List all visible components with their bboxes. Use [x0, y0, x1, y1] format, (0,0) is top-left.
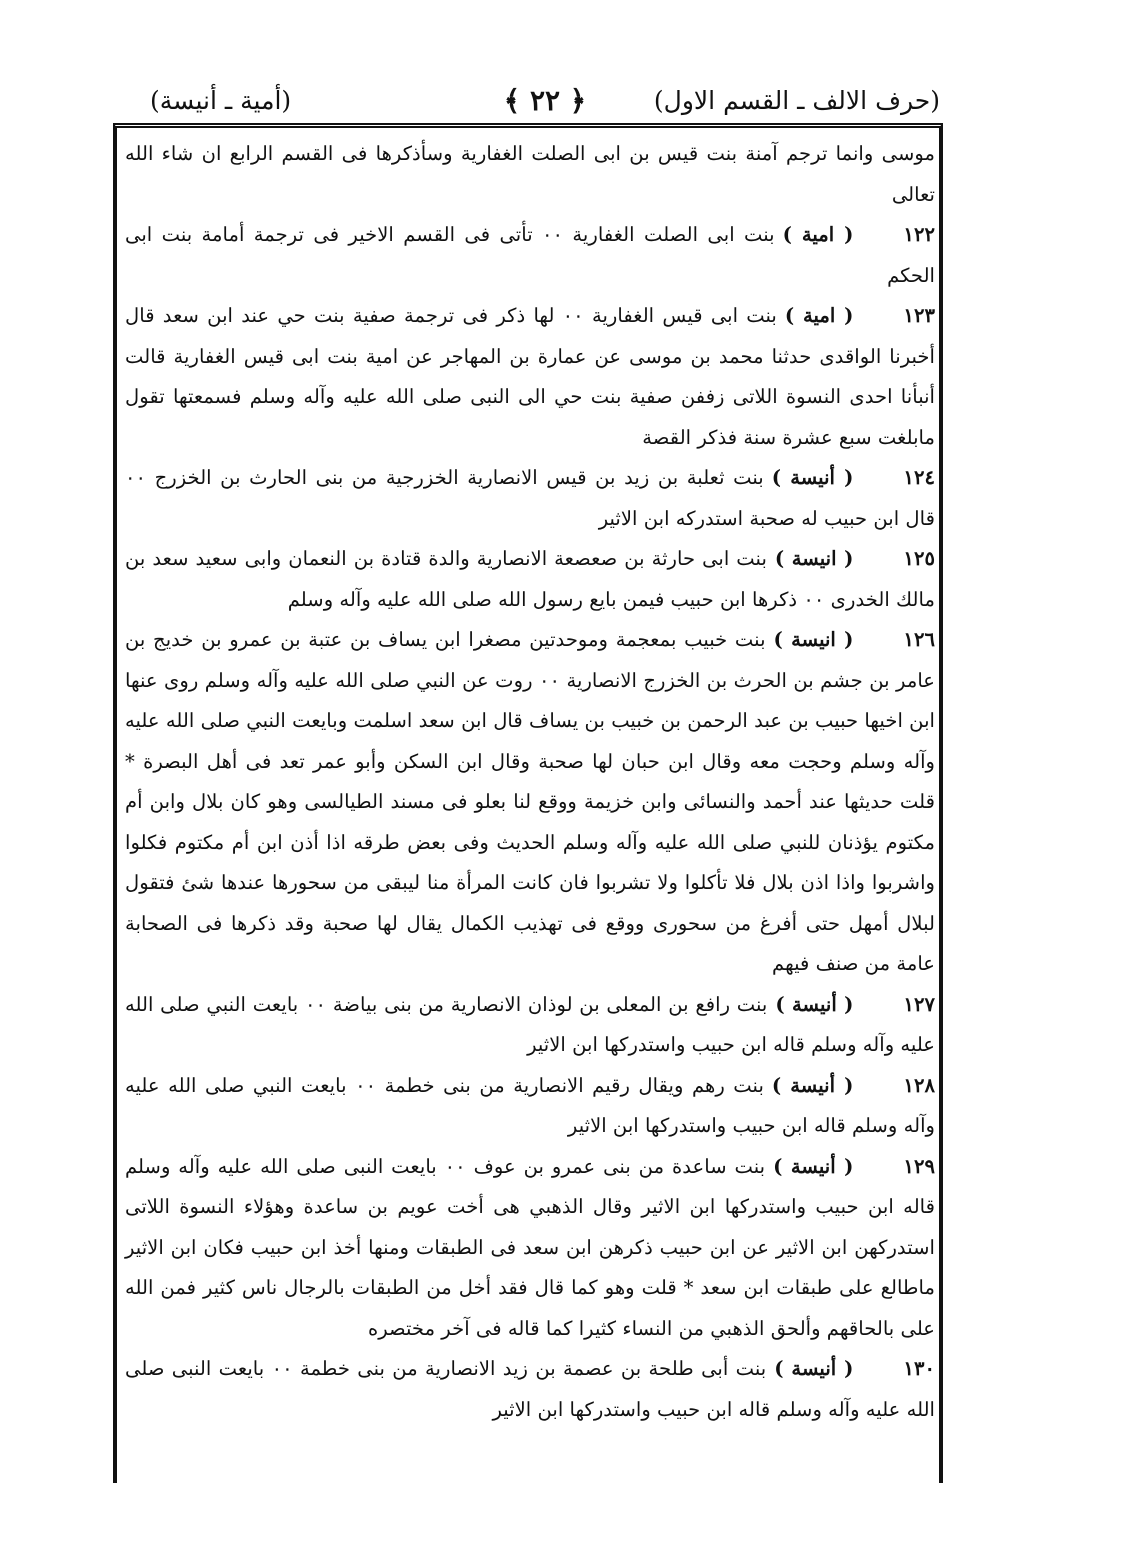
entry-text: بنت ابى حارثة بن صعصعة الانصارية والدة قتادة بن النعمان وابى سعيد سعد بن مالك الخدرى ٠٠ ذكرها ابن حبيب فيمن بايع رسول الله صلى الله عليه وآله وسلم	[125, 547, 935, 611]
entry-text: بنت رهم ويقال رقيم الانصارية من بنى خطمة ٠٠ بايعت النبي صلى الله عليه وآله وسلم قاله ابن حبيب واستدركها ابن الاثير	[125, 1073, 935, 1137]
entry-122	[125, 215, 935, 296]
entry-name: ( امية )	[782, 223, 854, 246]
entry-text: بنت ثعلبة بن زيد بن قيس الانصارية الخزرجية من بنى الحارث بن الخزرج ٠٠ قال ابن حبيب له صحبة استدركه ابن الاثير	[125, 466, 935, 530]
entry-number: ١٢٩	[903, 1154, 935, 1178]
entry-129	[125, 1147, 935, 1350]
entry-name: ( أنيسة )	[773, 1154, 854, 1178]
entry-126	[125, 620, 935, 985]
entry-number: ١٢٨	[903, 1073, 935, 1097]
section-title: (حرف الالف ـ القسم الاول)	[653, 86, 940, 115]
entry-text: بنت رافع بن المعلى بن لوذان الانصارية من بنى بياضة ٠٠ بايعت النبي صلى الله عليه وآله وسلم قاله ابن حبيب واستدركها ابن الاثير	[125, 992, 935, 1056]
intro-paragraph: موسى وانما ترجم آمنة بنت قيس بن ابى الصلت الغفارية وسأذكرها فى القسم الرابع ان شاء الله تعالى	[125, 142, 935, 206]
entry-text: بنت أبى طلحة بن عصمة بن زيد الانصارية من بنى خطمة ٠٠ بايعت النبى صلى الله عليه وآله وسلم قاله ابن حبيب واستدركها ابن الاثير	[125, 1357, 935, 1421]
entry-number: ١٢٣	[903, 304, 935, 327]
entry-124	[125, 458, 935, 539]
entry-128	[125, 1066, 935, 1147]
entry-123	[125, 296, 935, 458]
entry-number: ١٣٠	[903, 1357, 935, 1380]
entry-name: ( انيسة )	[773, 628, 854, 651]
entry-number: ١٢٦	[903, 628, 935, 651]
entry-name: ( انيسة )	[774, 547, 854, 570]
entry-text: بنت ساعدة من بنى عمرو بن عوف ٠٠ بايعت النبى صلى الله عليه وآله وسلم قاله ابن حبيب واستدركها ابن الاثير وقال الذهبي هى أخت عويم بن ساعدة وهؤلاء النسوة اللاتى استدركهن ابن الاثير عن ابن حبيب ذكرهن ابن سعد فى الطبقات ومنها أخذ ابن حبيب فكان ابن الاثير ماطالع على طبقات ابن سعد * قلت وهو كما قال فقد أخل من الطبقات بالرجال ناس كثير فمن الله على بالحاقهم وألحق الذهبي من النساء كثيرا كما قاله فى آخر مختصره	[125, 1154, 935, 1340]
entry-name: ( أنيسة )	[771, 1073, 854, 1097]
entry-130	[125, 1349, 935, 1430]
entry-number: ١٢٥	[903, 547, 935, 570]
entry-name: ( أنيسة )	[775, 992, 854, 1016]
entry-text: بنت ابى الصلت الغفارية ٠٠ تأتى فى القسم الاخير فى ترجمة أمامة بنت ابى الحكم	[125, 223, 935, 287]
entry-number: ١٢٤	[903, 466, 935, 489]
page-header	[150, 78, 940, 124]
page-number: ﴿ ٢٢ ﴾	[503, 84, 587, 117]
running-head: (أمية ـ أنيسة)	[150, 86, 292, 115]
entry-127	[125, 985, 935, 1066]
entry-number: ١٢٢	[903, 223, 935, 246]
entry-number: ١٢٧	[903, 992, 935, 1016]
page-body	[125, 134, 935, 1430]
entry-name: ( أنيسة )	[774, 1357, 854, 1380]
entry-125	[125, 539, 935, 620]
entry-text: بنت خبيب بمعجمة وموحدتين مصغرا ابن يساف بن عتبة بن عمرو بن خديج بن عامر بن جشم بن الحرث بن الخزرج الانصارية ٠٠ روت عن النبي صلى الله عليه وآله وسلم روى عنها ابن اخيها حبيب بن عبد الرحمن بن خبيب بن يساف قال ابن سعد اسلمت وبايعت النبي صلى الله عليه وآله وسلم وحجت معه وقال ابن حبان لها صحبة وقال ابن السكن وأبو عمر تعد فى أهل البصرة * قلت حديثها عند أحمد والنسائى وابن خزيمة ووقع لنا بعلو فى مسند الطيالسى وهو كان بلال وابن أم مكتوم يؤذنان للنبي صلى الله عليه وآله وسلم الحديث وفى بعض طرقه اذا أذن ابن أم مكتوم فكلوا واشربوا واذا اذن بلال فلا تأكلوا ولا تشربوا فان كانت المرأة منا ليبقى من سحورها عندها شئ فتقول لبلال أمهل حتى أفرغ من سحورى ووقع فى تهذيب الكمال يقال لها صحبة وقد ذكرها فى الصحابة عامة من صنف فيهم	[125, 628, 935, 975]
entry-text: بنت ابى قيس الغفارية ٠٠ لها ذكر فى ترجمة صفية بنت حي عند ابن سعد قال أخبرنا الواقدى حدثنا محمد بن موسى عن عمارة بن المهاجر عن امية بنت ابى قيس الغفارية قالت أنبأنا احدى النسوة اللاتى زففن صفية بنت حي الى النبى صلى الله عليه وآله وسلم فسمعتها تقول مابلغت سبع عشرة سنة فذكر القصة	[125, 304, 935, 449]
entry-name: ( أنيسة )	[771, 466, 854, 489]
entry-name: ( امية )	[784, 304, 854, 327]
